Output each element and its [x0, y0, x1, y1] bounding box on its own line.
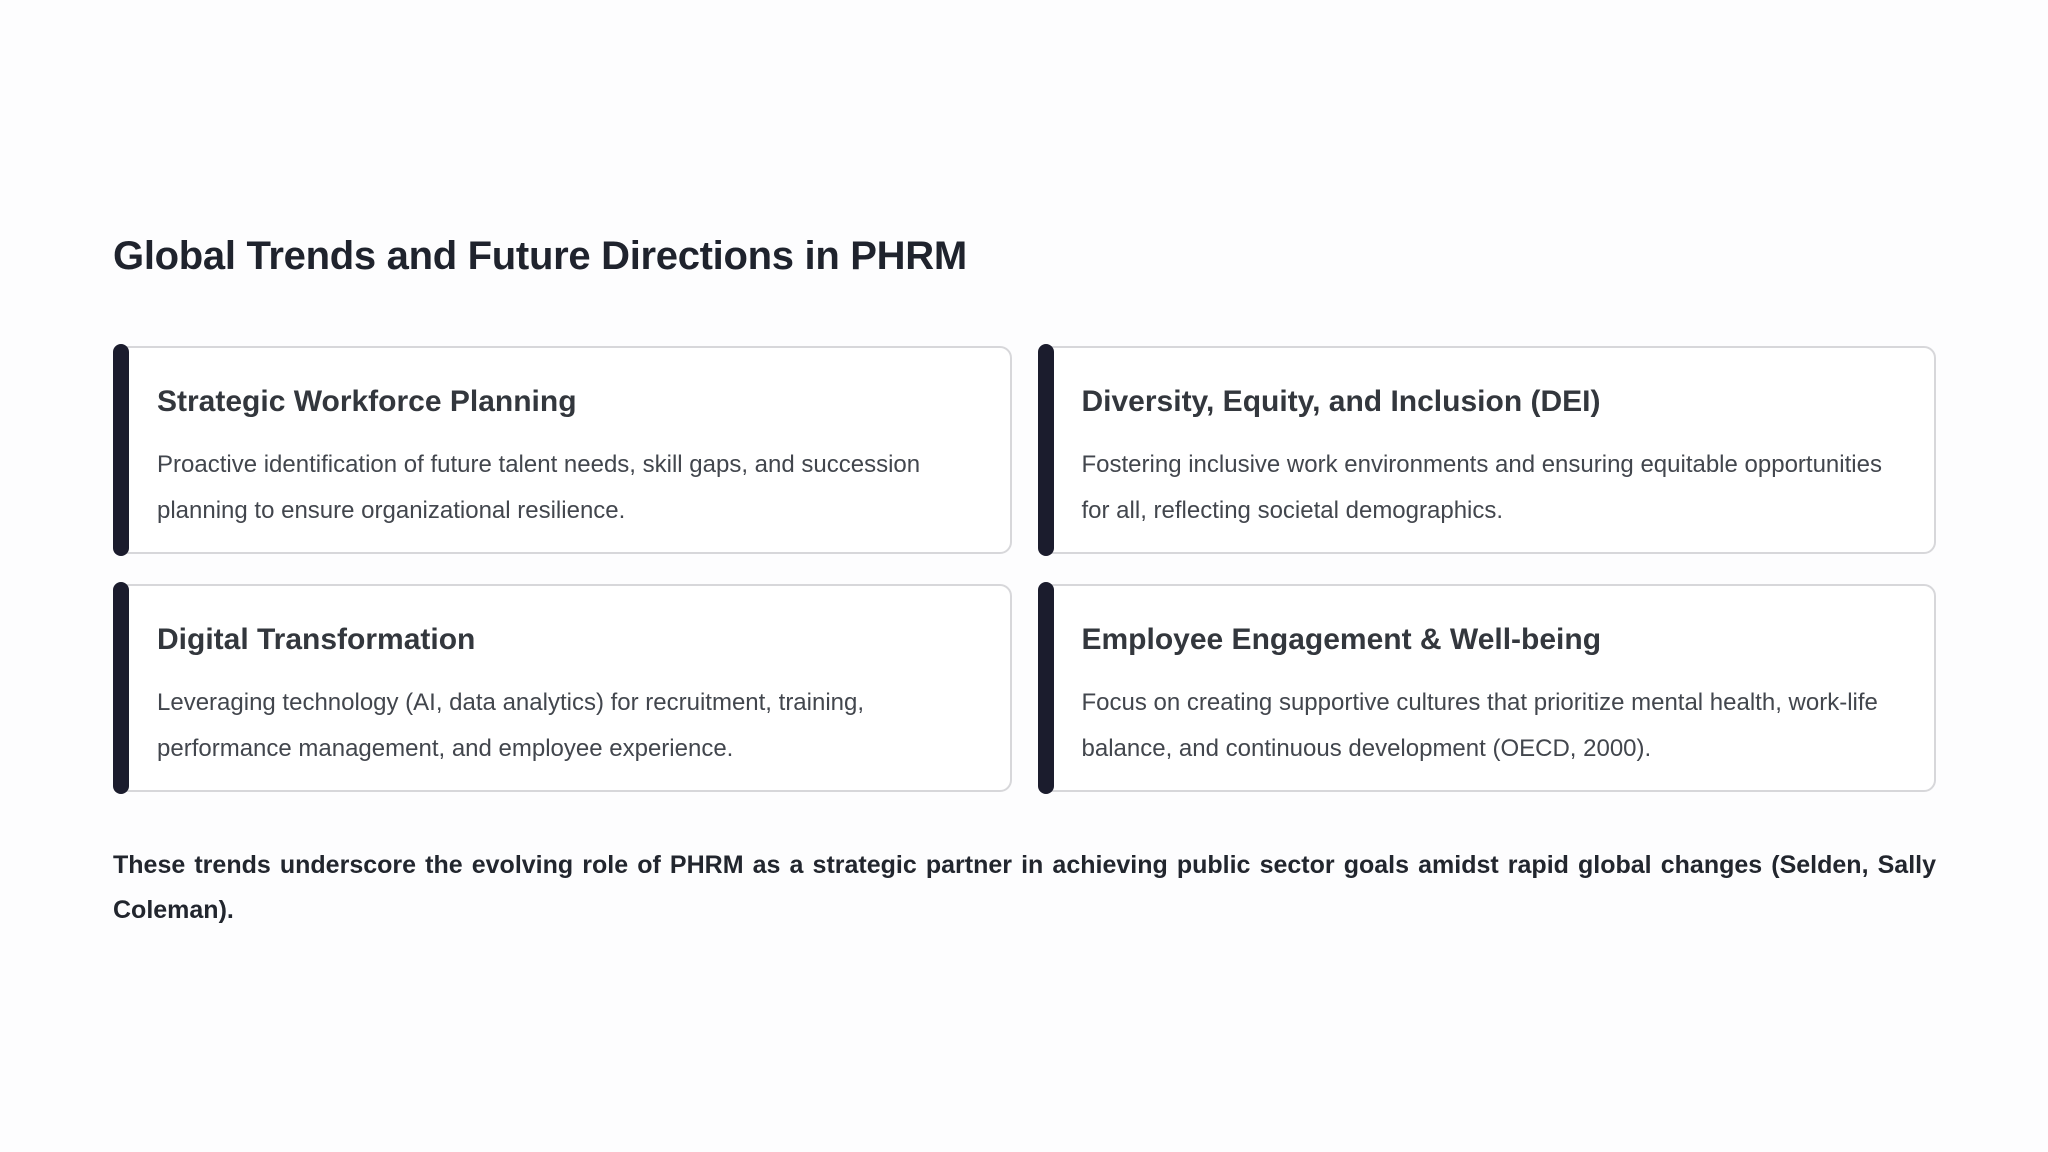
card-accent-bar [1038, 582, 1054, 794]
trend-card-grid [113, 346, 1936, 792]
card-body-text: Fostering inclusive work environments and ensuring equitable opportunities for all, reflecting societal demographics. [1081, 451, 1882, 524]
card-heading: Strategic Workforce Planning [157, 385, 577, 418]
card-heading: Diversity, Equity, and Inclusion (DEI) [1081, 385, 1601, 418]
card-strategic-workforce-planning [113, 346, 1012, 554]
card-body-text: Focus on creating supportive cultures that prioritize mental health, work-life balance, and continuous development (OECD, 2000). [1081, 689, 1878, 762]
card-accent-bar [113, 582, 129, 794]
card-accent-bar [1038, 344, 1054, 556]
page-title: Global Trends and Future Directions in PHRM [113, 234, 967, 278]
card-body-text: Proactive identification of future talent needs, skill gaps, and succession planning to ensure organizational resilience. [157, 451, 921, 524]
card-diversity-equity-inclusion [1038, 346, 1937, 554]
card-heading: Employee Engagement & Well-being [1081, 623, 1602, 656]
card-body-text: Leveraging technology (AI, data analytics) for recruitment, training, performance management, and employee experience. [157, 689, 865, 762]
card-heading: Digital Transformation [157, 623, 476, 656]
card-accent-bar [113, 344, 129, 556]
card-digital-transformation [113, 584, 1012, 792]
footer-summary-text: These trends underscore the evolving role of PHRM as a strategic partner in achieving public sector goals amidst rapid global changes (Selden, Sally Coleman). [113, 851, 1936, 924]
card-employee-engagement-wellbeing [1038, 584, 1937, 792]
slide-content [113, 232, 1936, 933]
